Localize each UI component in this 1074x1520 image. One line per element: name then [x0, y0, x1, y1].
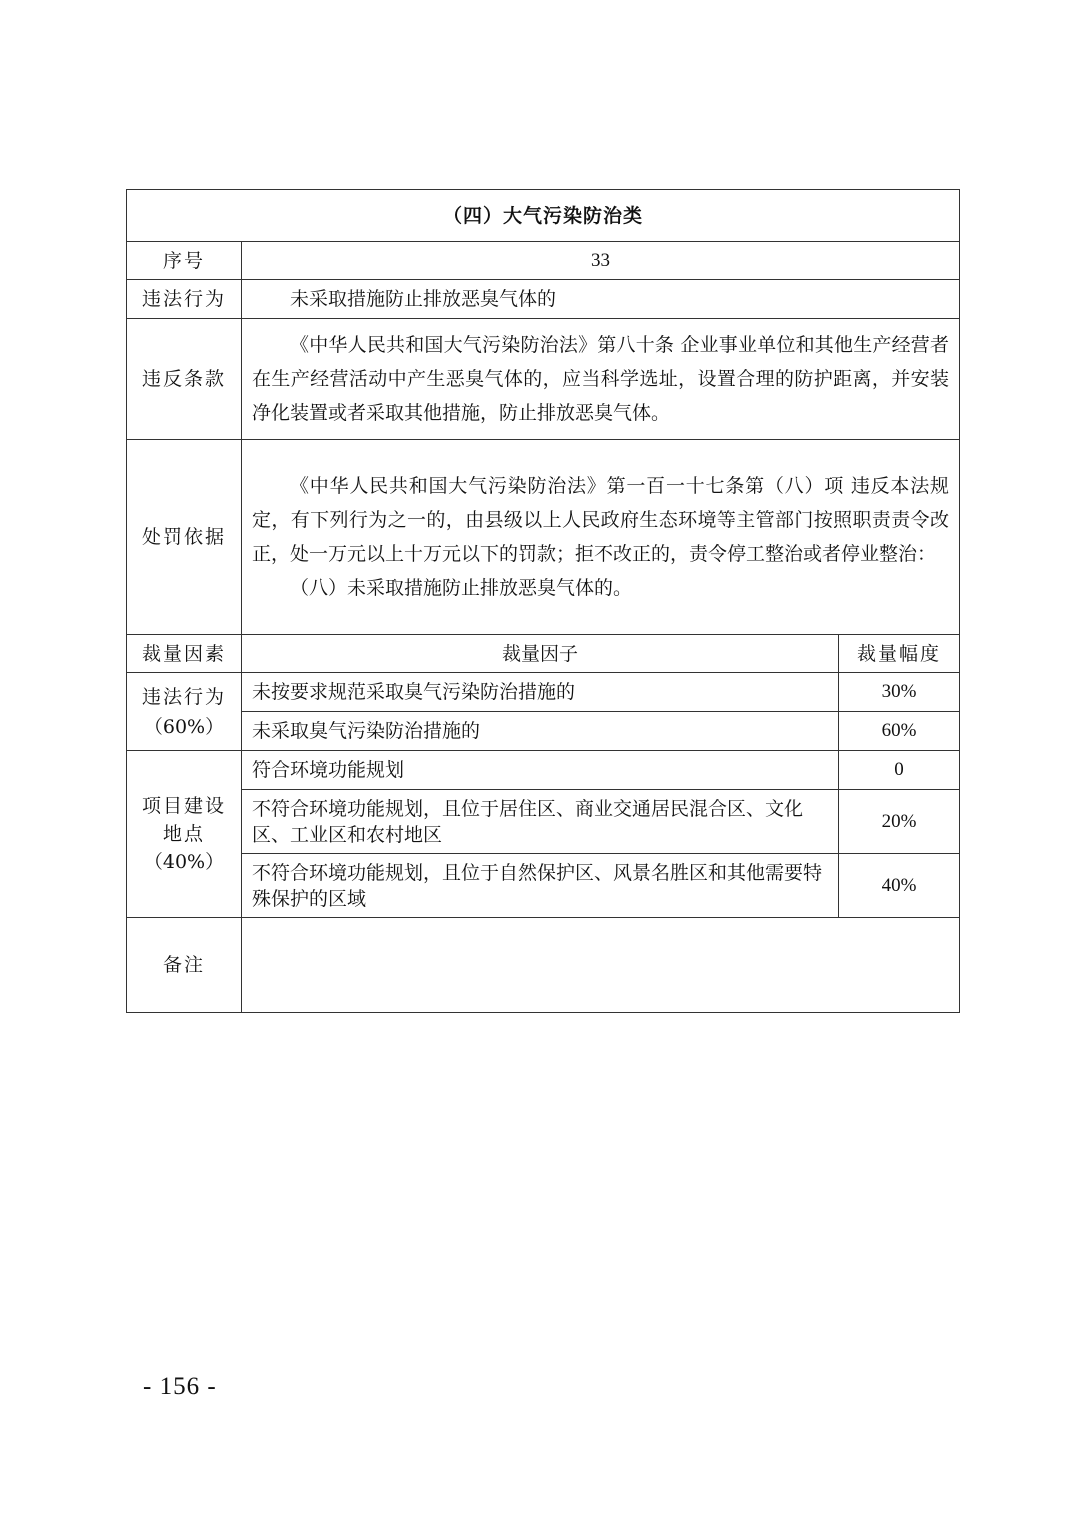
discretion-factor: 不符合环境功能规划，且位于居住区、商业交通居民混合区、文化区、工业区和农村地区	[242, 790, 839, 854]
violation-value: 未采取措施防止排放恶臭气体的	[290, 288, 557, 310]
discretion-factor-header: 裁量因素	[127, 635, 242, 673]
remarks-value	[242, 918, 960, 1013]
table-row	[127, 751, 960, 790]
group-location-label: 项目建设 地点 （40%）	[127, 751, 242, 918]
discretion-factor: 符合环境功能规划	[242, 751, 839, 790]
penalty-basis-item: （八）未采取措施防止排放恶臭气体的。	[290, 577, 633, 599]
discretion-range-header: 裁量幅度	[839, 635, 960, 673]
discretion-factor: 未采取臭气污染防治措施的	[242, 712, 839, 751]
violation-label: 违法行为	[127, 280, 242, 319]
remarks-label: 备注	[127, 918, 242, 1013]
penalty-basis-label: 处罚依据	[127, 440, 242, 635]
discretion-range: 60%	[839, 712, 960, 751]
penalty-basis-row	[127, 440, 960, 635]
discretion-range: 0	[839, 751, 960, 790]
discretion-range: 20%	[839, 790, 960, 854]
table-row	[127, 790, 960, 854]
discretion-factor: 未按要求规范采取臭气污染防治措施的	[242, 673, 839, 712]
penalty-basis-text: 《中华人民共和国大气污染防治法》第一百一十七条第（八）项 违反本法规定，有下列行为之一的，由县级以上人民政府生态环境等主管部门按照职责责令改正，处一万元以上十万元以下的罚款；拒不改正的，责令停工整治或者停业整治：	[252, 475, 950, 565]
table-title-row	[127, 190, 960, 242]
discretion-item-header: 裁量因子	[242, 635, 839, 673]
serial-value: 33	[242, 242, 960, 280]
table-row	[127, 673, 960, 712]
violated-clause-label: 违反条款	[127, 319, 242, 440]
table-title: （四）大气污染防治类	[127, 190, 960, 242]
violated-clause-row	[127, 319, 960, 440]
violated-clause-text: 《中华人民共和国大气污染防治法》第八十条 企业事业单位和其他生产经营者在生产经营活动中产生恶臭气体的，应当科学选址，设置合理的防护距离，并安装净化装置或者采取其他措施，防止排放恶臭气体。	[252, 334, 950, 424]
serial-row	[127, 242, 960, 280]
violation-row	[127, 280, 960, 319]
discretion-header-row	[127, 635, 960, 673]
table-row	[127, 712, 960, 751]
discretion-range: 30%	[839, 673, 960, 712]
table-row	[127, 854, 960, 918]
discretion-range: 40%	[839, 854, 960, 918]
serial-label: 序号	[127, 242, 242, 280]
penalty-discretion-table	[126, 189, 960, 1013]
discretion-factor: 不符合环境功能规划，且位于自然保护区、风景名胜区和其他需要特殊保护的区域	[242, 854, 839, 918]
remarks-row	[127, 918, 960, 1013]
group-violation-label: 违法行为 （60%）	[127, 673, 242, 751]
page-number: - 156 -	[143, 1373, 217, 1400]
